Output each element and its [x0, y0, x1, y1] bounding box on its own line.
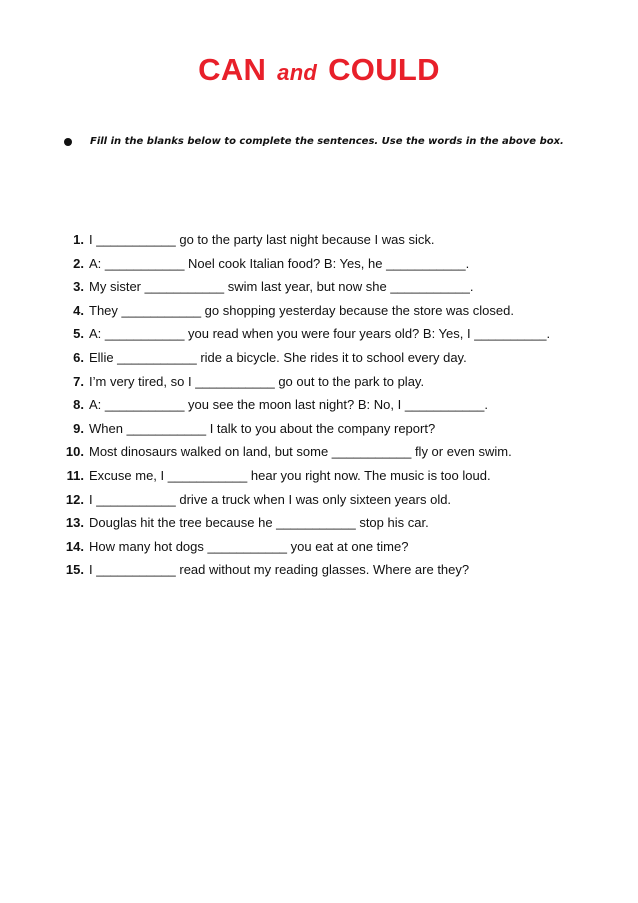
instruction-line: [64, 136, 564, 147]
item-number: 10.: [65, 444, 84, 460]
item-number: 12.: [65, 491, 84, 507]
item-number: 5.: [73, 326, 84, 342]
item-number: 3.: [73, 279, 84, 295]
page-title: [0, 52, 638, 91]
item-text: Excuse me, I ___________ hear you right now. The music is too loud.: [89, 467, 491, 483]
item-number: 7.: [73, 373, 84, 389]
item-text: When ___________ I talk to you about the company report?: [89, 420, 436, 436]
item-number: 9.: [73, 420, 84, 436]
exercise-item-4: [54, 299, 634, 323]
title-and: and: [277, 60, 318, 85]
item-text: I ___________ read without my reading glasses. Where are they?: [89, 562, 470, 578]
item-number: 8.: [73, 397, 84, 413]
item-text: I’m very tired, so I ___________ go out to the park to play.: [89, 373, 425, 389]
item-text: They ___________ go shopping yesterday because the store was closed.: [89, 302, 514, 318]
instruction-text: Fill in the blanks below to complete the sentences. Use the words in the above box.: [90, 136, 564, 147]
exercise-item-15: [54, 558, 634, 582]
exercise-item-9: [54, 417, 634, 441]
item-number: 15.: [65, 562, 84, 578]
item-text: Douglas hit the tree because he ___________ stop his car.: [89, 515, 429, 531]
item-text: Ellie ___________ ride a bicycle. She rides it to school every day.: [89, 349, 467, 365]
exercise-item-8: [54, 393, 634, 417]
item-number: 4.: [73, 302, 84, 318]
item-number: 6.: [73, 349, 84, 365]
item-text: Most dinosaurs walked on land, but some ___________ fly or even swim.: [89, 444, 512, 460]
exercise-item-2: [54, 252, 634, 276]
item-number: 14.: [65, 538, 84, 554]
item-number: 1.: [73, 232, 84, 247]
exercise-item-3: [54, 275, 634, 299]
item-text: I ___________ go to the party last night because I was sick.: [89, 232, 435, 247]
exercise-item-1: [54, 228, 634, 252]
exercise-item-11: [54, 464, 634, 488]
title-could: COULD: [328, 52, 440, 87]
exercise-item-7: [54, 370, 634, 394]
item-text: How many hot dogs ___________ you eat at one time?: [89, 538, 409, 554]
item-text: A: ___________ you see the moon last night? B: No, I ___________.: [89, 397, 488, 413]
exercise-item-12: [54, 488, 634, 512]
exercise-item-13: [54, 511, 634, 535]
exercise-item-14: [54, 535, 634, 559]
bullet-icon: [64, 138, 72, 146]
item-number: 2.: [73, 255, 84, 271]
item-text: I ___________ drive a truck when I was only sixteen years old.: [89, 491, 452, 507]
title-can: CAN: [198, 52, 267, 87]
item-text: My sister ___________ swim last year, but now she ___________.: [89, 279, 474, 295]
item-text: A: ___________ you read when you were four years old? B: Yes, I __________.: [89, 326, 551, 342]
exercise-item-10: [54, 440, 634, 464]
item-number: 11.: [66, 467, 84, 483]
exercise-item-6: [54, 346, 634, 370]
exercise-item-5: [54, 322, 634, 346]
item-text: A: ___________ Noel cook Italian food? B: Yes, he ___________.: [89, 255, 470, 271]
exercise-list: [54, 228, 634, 582]
item-number: 13.: [65, 515, 84, 531]
